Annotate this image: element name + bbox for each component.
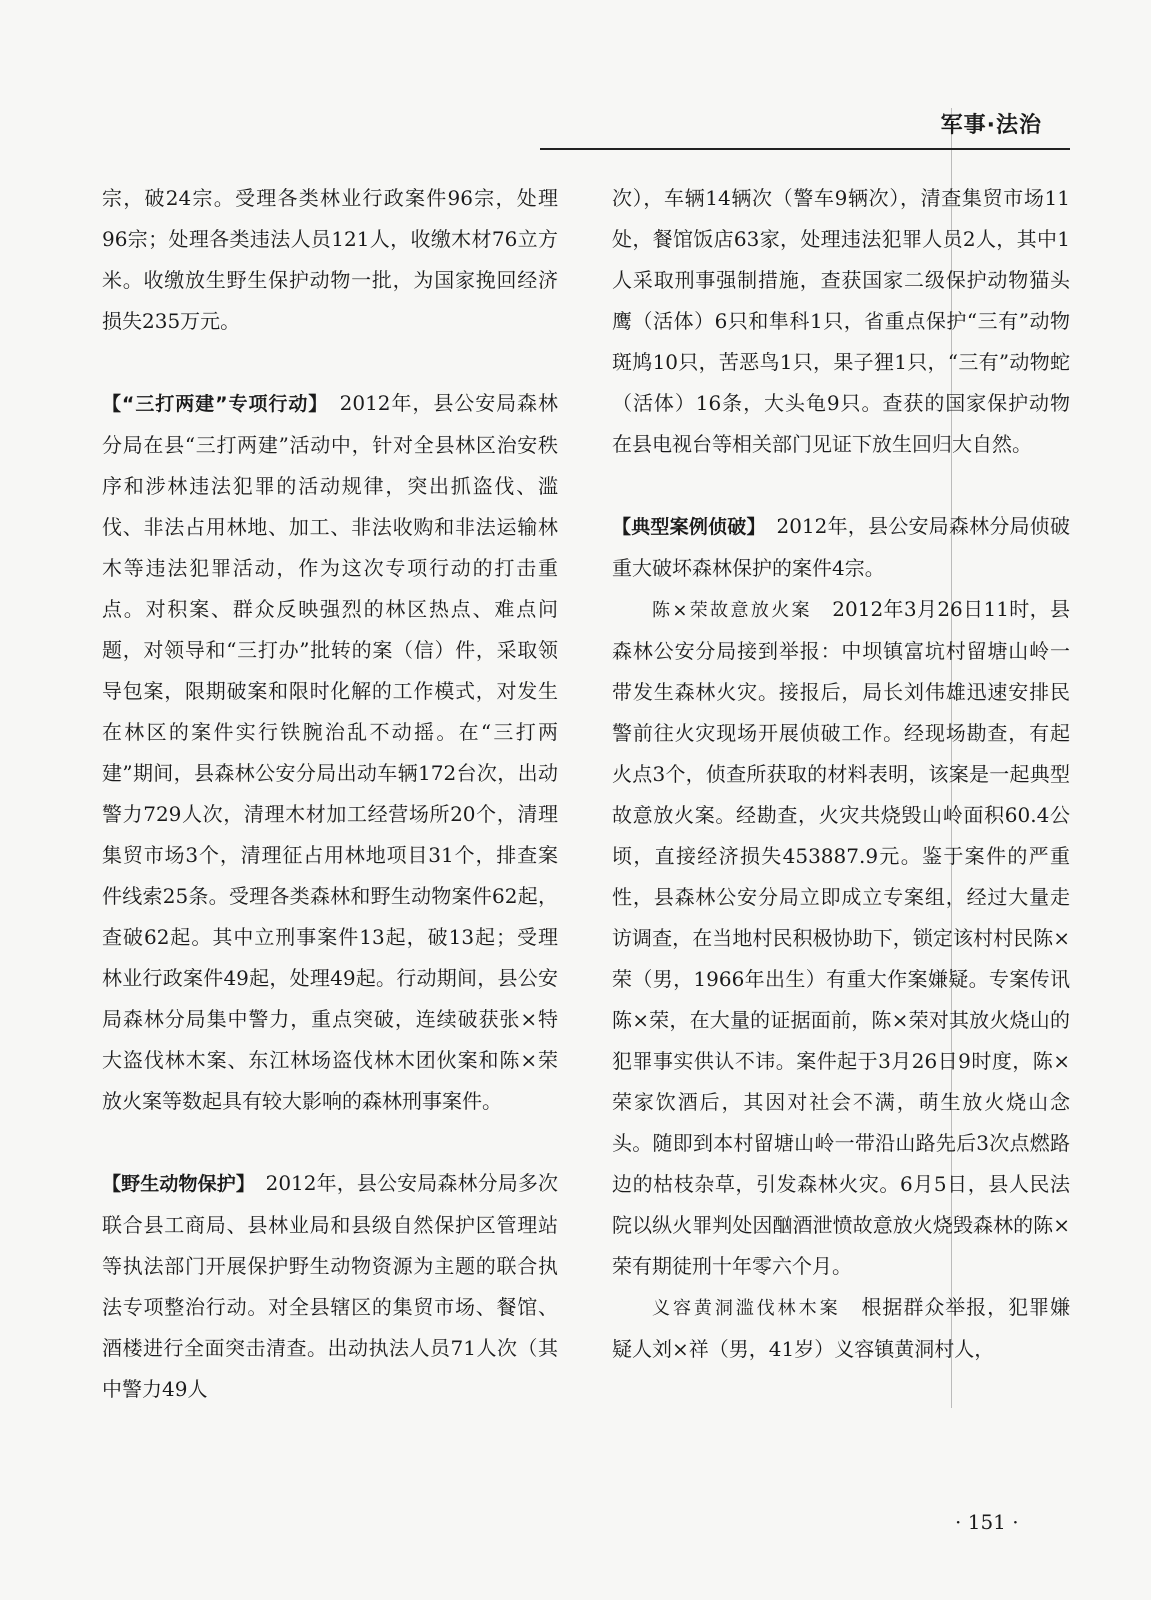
- section-gap: [102, 1122, 558, 1163]
- section-body: 2012年，县公安局森林分局侦破重大破坏森林保护的案件4宗。: [612, 514, 1070, 580]
- case-logging: [612, 1287, 1070, 1370]
- case-arson: [612, 589, 1070, 1287]
- section-heading: 【“三打两建”专项行动】: [102, 393, 319, 415]
- section-body: 2012年，县公安局森林分局在县“三打两建”活动中，针对全县林区治安秩序和涉林违法犯罪的活动规律，突出抓盗伐、滥伐、非法占用林地、加工、非法收购和非法运输林木等违法犯罪活动，作为这次专项行动的打击重点。对积案、群众反映强烈的林区热点、难点问题，对领导和“三打办”批转的案（信）件，采取领导包案，限期破案和限时化解的工作模式，对发生在林区的案件实行铁腕治乱不动摇。在“三打两建”期间，县森林公安分局出动车辆172台次，出动警力729人次，清理木材加工经营场所20个，清理集贸市场3个，清理征占用林地项目31个，排查案件线索25条。受理各类森林和野生动物案件62起，查破62起。其中立刑事案件13起，破13起；受理林业行政案件49起，处理49起。行动期间，县公安局森林分局集中警力，重点突破，连续破获张×特大盗伐林木案、东江林场盗伐林木团伙案和陈×荣放火案等数起具有较大影响的森林刑事案件。: [102, 391, 558, 1113]
- case-title: 义容黄洞滥伐林木案: [652, 1298, 841, 1319]
- section-gap: [102, 342, 558, 383]
- case-body: 根据群众举报，犯罪嫌疑人刘×祥（男，41岁）义容镇黄洞村人，: [612, 1295, 1071, 1361]
- section-three-strikes: [102, 383, 558, 1122]
- paragraph-continued: 宗，破24宗。受理各类林业行政案件96宗，处理96宗；处理各类违法人员121人，收缴木材76立方米。收缴放生野生保护动物一批，为国家挽回经济损失235万元。: [102, 186, 558, 333]
- right-column: [612, 178, 1070, 1370]
- section-heading: 【野生动物保护】: [102, 1173, 246, 1195]
- case-body: 2012年3月26日11时，县森林公安分局接到举报：中坝镇富坑村留塘山岭一带发生森林火灾。接报后，局长刘伟雄迅速安排民警前往火灾现场开展侦破工作。经现场勘查，有起火点3个，侦查所获取的材料表明，该案是一起典型故意放火案。经勘查，火灾共烧毁山岭面积60.4公顷，直接经济损失453887.9元。鉴于案件的严重性，县森林公安分局立即成立专案组，经过大量走访调查，在当地村民积极协助下，锁定该村村民陈×荣（男，1966年出生）有重大作案嫌疑。专案传讯陈×荣，在大量的证据面前，陈×荣对其放火烧山的犯罪事实供认不讳。案件起于3月26日9时度，陈×荣家饮酒后，其因对社会不满，萌生放火烧山念头。随即到本村留塘山岭一带沿山路先后3次点燃路边的枯枝杂草，引发森林火灾。6月5日，县人民法院以纵火罪判处因酗酒泄愤故意放火烧毁森林的陈×荣有期徒刑十年零六个月。: [612, 597, 1070, 1278]
- left-column: [102, 178, 558, 1410]
- section-gap: [612, 465, 1070, 506]
- header-rule: [540, 148, 1070, 150]
- section-typical-cases: [612, 506, 1070, 589]
- section-heading: 【典型案例侦破】: [612, 516, 757, 538]
- page-number: · 151 ·: [955, 1510, 1019, 1534]
- running-header: [540, 108, 1070, 150]
- paragraph-continued: 次），车辆14辆次（警车9辆次），清查集贸市场11处，餐馆饭店63家，处理违法犯罪人员2人，其中1人采取刑事强制措施，查获国家二级保护动物猫头鹰（活体）6只和隼科1只，省重点保护“三有”动物斑鸠10只，苦恶鸟1只，果子狸1只，“三有”动物蛇（活体）16条，大头龟9只。查获的国家保护动物在县电视台等相关部门见证下放生回归大自然。: [612, 186, 1070, 456]
- section-title: 军事·法治: [940, 113, 1042, 138]
- case-title: 陈×荣故意放火案: [652, 600, 812, 621]
- section-wildlife: [102, 1163, 558, 1410]
- section-body: 2012年，县公安局森林分局多次联合县工商局、县林业局和县级自然保护区管理站等执法部门开展保护野生动物资源为主题的联合执法专项整治行动。对全县辖区的集贸市场、餐馆、酒楼进行全面突击清查。出动执法人员71人次（其中警力49人: [102, 1171, 558, 1401]
